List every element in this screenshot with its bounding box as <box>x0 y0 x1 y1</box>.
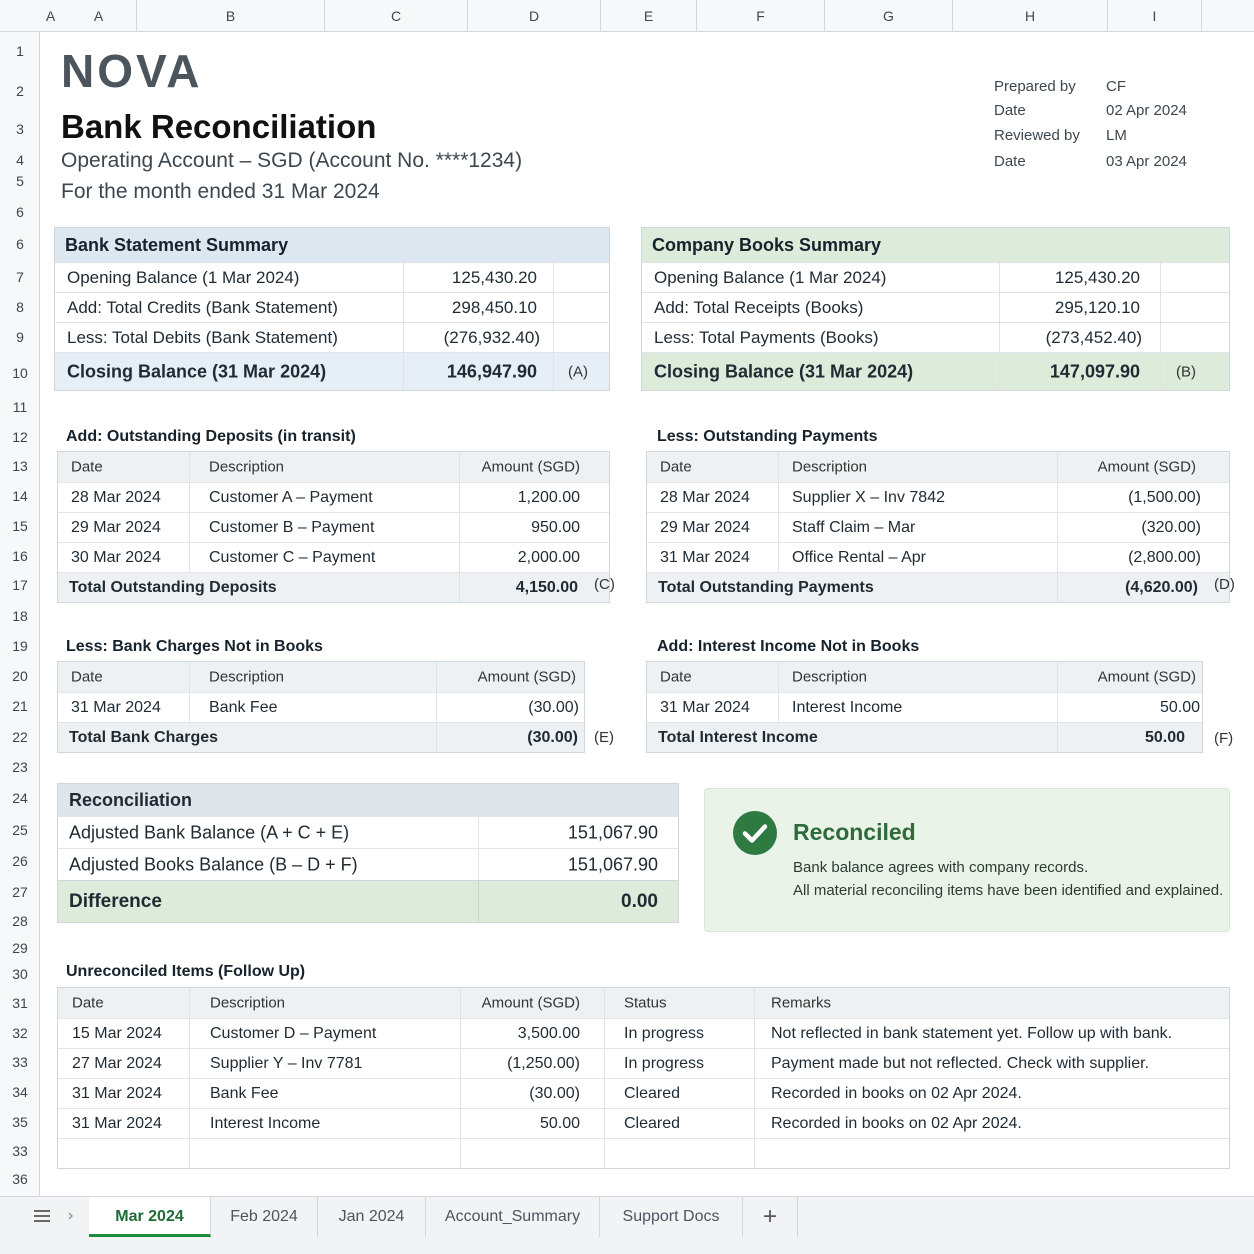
table-header-row <box>58 452 609 482</box>
row-header[interactable]: 6 <box>16 236 24 252</box>
summary-row[interactable] <box>55 322 609 352</box>
column-title: Date <box>660 458 692 476</box>
row-header[interactable]: 36 <box>12 1171 28 1187</box>
row-header[interactable]: 12 <box>12 429 28 445</box>
total-amount: 4,150.00 <box>515 578 578 596</box>
row-header[interactable]: 34 <box>12 1084 28 1100</box>
payments-section-title: Less: Outstanding Payments <box>657 428 878 445</box>
empty-table-row[interactable] <box>58 1138 1229 1168</box>
difference-row[interactable] <box>58 880 678 922</box>
description-cell: Interest Income <box>210 1114 321 1132</box>
closing-balance-label: Closing Balance (31 Mar 2024) <box>67 361 327 381</box>
row-header[interactable]: 4 <box>16 152 24 168</box>
description-cell: Customer D – Payment <box>210 1024 377 1042</box>
amount-cell: (1,250.00) <box>507 1054 580 1072</box>
column-title: Status <box>624 994 667 1012</box>
column-header[interactable]: G <box>825 0 953 32</box>
menu-icon[interactable] <box>32 1206 52 1226</box>
reference-tag: (F) <box>1214 730 1234 747</box>
description-cell: Bank Fee <box>209 698 278 716</box>
amount-cell: (30.00) <box>529 1084 580 1102</box>
summary-row[interactable] <box>642 322 1229 352</box>
total-row[interactable] <box>58 572 609 602</box>
total-amount: (30.00) <box>527 728 578 746</box>
reconciliation-row[interactable] <box>58 848 678 880</box>
reference-tag: (E) <box>594 729 614 746</box>
summary-amount: (273,452.40) <box>1045 327 1142 347</box>
column-title: Amount (SGD) <box>477 668 576 686</box>
prepared-date-label: Date <box>994 102 1026 119</box>
charges-section-title: Less: Bank Charges Not in Books <box>66 638 323 655</box>
row-header[interactable]: 28 <box>12 913 28 929</box>
summary-label: Less: Total Debits (Bank Statement) <box>67 327 338 347</box>
table-row[interactable] <box>58 512 609 542</box>
closing-balance-row[interactable] <box>55 352 609 390</box>
table-row[interactable] <box>58 1078 1229 1108</box>
reference-tag: (C) <box>594 576 615 593</box>
date-cell: 31 Mar 2024 <box>660 698 750 716</box>
date-cell: 31 Mar 2024 <box>72 1084 162 1102</box>
sheet-tab-mar-2024[interactable]: Mar 2024 <box>89 1197 211 1237</box>
date-cell: 31 Mar 2024 <box>71 698 161 716</box>
prepared-by-value[interactable]: CF <box>1106 78 1126 95</box>
remarks-cell: Recorded in books on 02 Apr 2024. <box>771 1114 1022 1132</box>
reconciled-title: Reconciled <box>793 819 916 845</box>
description-cell: Bank Fee <box>210 1084 279 1102</box>
reconciliation-title: Reconciliation <box>58 784 678 816</box>
amount-cell: (2,800.00) <box>1128 548 1201 566</box>
column-header[interactable]: A <box>45 8 56 24</box>
status-cell: In progress <box>624 1024 705 1042</box>
reference-tag: (B) <box>1176 363 1196 380</box>
description-cell: Interest Income <box>792 698 903 716</box>
column-title: Description <box>209 668 285 686</box>
account-subtitle: Operating Account – SGD (Account No. ****1234) <box>61 149 523 172</box>
date-cell: 30 Mar 2024 <box>71 548 161 566</box>
reviewed-date-label: Date <box>994 153 1026 170</box>
total-row[interactable] <box>58 722 584 752</box>
reviewed-by-value[interactable]: LM <box>1106 127 1127 144</box>
row-header[interactable]: 16 <box>12 548 28 564</box>
description-cell: Staff Claim – Mar <box>792 518 916 536</box>
summary-row[interactable] <box>55 262 609 292</box>
row-header[interactable]: 26 <box>12 853 28 869</box>
row-header[interactable]: 32 <box>12 1025 28 1041</box>
amount-cell: (30.00) <box>528 698 579 716</box>
summary-label: Add: Total Credits (Bank Statement) <box>67 297 338 317</box>
remarks-cell: Payment made but not reflected. Check with supplier. <box>771 1054 1149 1072</box>
table-row[interactable] <box>647 482 1229 512</box>
row-header[interactable]: 10 <box>12 365 28 381</box>
prepared-date-value[interactable]: 02 Apr 2024 <box>1106 102 1187 119</box>
summary-amount: 298,450.10 <box>451 297 537 317</box>
row-header[interactable]: 35 <box>12 1114 28 1130</box>
row-header[interactable]: 33 <box>12 1054 28 1070</box>
row-header[interactable]: 14 <box>12 488 28 504</box>
closing-balance-amount: 147,097.90 <box>1049 361 1140 381</box>
table-header-row <box>647 452 1229 482</box>
column-header[interactable]: F <box>697 0 825 32</box>
description-cell: Supplier Y – Inv 7781 <box>210 1054 363 1072</box>
reconciliation-table <box>57 783 679 923</box>
date-cell: 31 Mar 2024 <box>72 1114 162 1132</box>
sheet-tab-bar <box>0 1196 1254 1254</box>
row-header[interactable]: 18 <box>12 608 28 624</box>
amount-cell: 3,500.00 <box>517 1024 580 1042</box>
row-header[interactable]: 24 <box>12 790 28 806</box>
column-title: Description <box>210 994 286 1012</box>
date-cell: 28 Mar 2024 <box>71 488 161 506</box>
total-label: Total Bank Charges <box>69 728 219 746</box>
table-row[interactable] <box>647 542 1229 572</box>
status-cell: Cleared <box>624 1114 681 1132</box>
date-cell: 31 Mar 2024 <box>660 548 750 566</box>
reconciliation-amount: 151,067.90 <box>567 822 658 842</box>
row-header[interactable]: 20 <box>12 668 28 684</box>
outstanding-deposits-table <box>57 451 610 603</box>
row-header[interactable]: 33 <box>12 1143 28 1159</box>
books-summary-title: Company Books Summary <box>642 228 1229 262</box>
company-logo: NOVA <box>61 45 203 97</box>
amount-cell: 2,000.00 <box>517 548 580 566</box>
row-header[interactable]: 7 <box>16 269 24 285</box>
total-row[interactable] <box>647 722 1202 752</box>
closing-balance-label: Closing Balance (31 Mar 2024) <box>654 361 914 381</box>
table-header-row <box>647 662 1202 692</box>
summary-label: Add: Total Receipts (Books) <box>654 297 864 317</box>
prepared-by-label: Prepared by <box>994 78 1076 95</box>
column-header[interactable]: C <box>325 0 468 32</box>
remarks-cell: Recorded in books on 02 Apr 2024. <box>771 1084 1022 1102</box>
summary-row[interactable] <box>55 292 609 322</box>
page-title: Bank Reconciliation <box>61 108 377 145</box>
date-cell: 15 Mar 2024 <box>72 1024 162 1042</box>
row-header[interactable]: 23 <box>12 759 28 775</box>
column-title: Description <box>792 668 868 686</box>
summary-label: Less: Total Payments (Books) <box>654 327 879 347</box>
column-header[interactable]: B <box>137 0 325 32</box>
sheet-tab-jan-2024[interactable]: Jan 2024 <box>318 1197 426 1237</box>
column-title: Remarks <box>771 994 832 1012</box>
description-cell: Supplier X – Inv 7842 <box>792 488 945 506</box>
reconciliation-label: Adjusted Books Balance (B – D + F) <box>69 854 358 874</box>
column-header[interactable]: E <box>601 0 697 32</box>
reference-tag: (A) <box>568 363 588 380</box>
description-cell: Customer C – Payment <box>209 548 376 566</box>
status-cell: In progress <box>624 1054 705 1072</box>
row-header[interactable]: 22 <box>12 729 28 745</box>
column-header[interactable]: H <box>953 0 1108 32</box>
company-books-summary <box>641 227 1230 391</box>
row-header[interactable]: 2 <box>16 83 24 99</box>
summary-row[interactable] <box>642 292 1229 322</box>
date-cell: 29 Mar 2024 <box>71 518 161 536</box>
bank-summary-title: Bank Statement Summary <box>55 228 609 262</box>
amount-cell: 1,200.00 <box>517 488 580 506</box>
row-header[interactable]: 8 <box>16 299 24 315</box>
summary-amount: 125,430.20 <box>1054 267 1140 287</box>
row-header[interactable]: 9 <box>16 329 24 345</box>
total-label: Total Outstanding Deposits <box>69 578 277 596</box>
reviewed-by-label: Reviewed by <box>994 127 1080 144</box>
check-circle-icon <box>733 811 777 855</box>
amount-cell: (1,500.00) <box>1128 488 1201 506</box>
row-header[interactable]: 29 <box>12 940 28 956</box>
add-sheet-button[interactable]: + <box>743 1197 798 1237</box>
column-title: Date <box>71 668 103 686</box>
column-title: Date <box>72 994 104 1012</box>
row-header[interactable]: 30 <box>12 966 28 982</box>
outstanding-payments-table <box>646 451 1230 603</box>
total-row[interactable] <box>647 572 1229 602</box>
interest-income-table <box>646 661 1203 753</box>
row-header[interactable]: 1 <box>16 43 24 59</box>
period-subtitle: For the month ended 31 Mar 2024 <box>61 180 380 203</box>
description-cell: Customer B – Payment <box>209 518 375 536</box>
reviewed-date-value[interactable]: 03 Apr 2024 <box>1106 153 1187 170</box>
interest-section-title: Add: Interest Income Not in Books <box>657 638 920 655</box>
reconciled-message: All material reconciling items have been identified and explained. <box>793 882 1224 899</box>
row-header[interactable]: 17 <box>12 577 28 593</box>
unreconciled-items-table <box>57 987 1230 1169</box>
column-title: Date <box>660 668 692 686</box>
table-row[interactable] <box>58 1108 1229 1138</box>
date-cell: 29 Mar 2024 <box>660 518 750 536</box>
amount-cell: 950.00 <box>531 518 580 536</box>
column-title: Date <box>71 458 103 476</box>
sheet-tab-support-docs[interactable]: Support Docs <box>600 1197 743 1237</box>
column-header[interactable]: D <box>468 0 601 32</box>
row-header[interactable]: 27 <box>12 884 28 900</box>
row-header[interactable]: 11 <box>12 399 28 415</box>
column-title: Amount (SGD) <box>481 458 580 476</box>
table-row[interactable] <box>58 542 609 572</box>
column-title: Amount (SGD) <box>1097 668 1196 686</box>
column-title: Description <box>209 458 285 476</box>
description-cell: Office Rental – Apr <box>792 548 926 566</box>
table-header-row <box>58 662 584 692</box>
amount-cell: (320.00) <box>1141 518 1201 536</box>
summary-label: Opening Balance (1 Mar 2024) <box>654 267 887 287</box>
row-header[interactable]: 21 <box>12 698 28 714</box>
table-header-row <box>58 988 1229 1018</box>
row-header[interactable]: 31 <box>12 995 28 1011</box>
total-label: Total Interest Income <box>658 728 818 746</box>
column-header[interactable]: I <box>1108 0 1202 32</box>
total-amount: (4,620.00) <box>1125 578 1198 596</box>
bank-statement-summary <box>54 227 610 391</box>
row-header[interactable]: 3 <box>16 121 24 137</box>
column-title: Description <box>792 458 868 476</box>
date-cell: 27 Mar 2024 <box>72 1054 162 1072</box>
difference-label: Difference <box>69 890 162 912</box>
summary-amount: 125,430.20 <box>451 267 537 287</box>
amount-cell: 50.00 <box>1159 698 1200 716</box>
difference-amount: 0.00 <box>621 890 658 912</box>
table-row[interactable] <box>647 512 1229 542</box>
column-header[interactable]: A <box>61 0 137 32</box>
total-amount: 50.00 <box>1144 728 1185 746</box>
table-row[interactable] <box>647 692 1202 722</box>
date-cell: 28 Mar 2024 <box>660 488 750 506</box>
column-title: Amount (SGD) <box>481 994 580 1012</box>
summary-label: Opening Balance (1 Mar 2024) <box>67 267 300 287</box>
chevron-right-icon[interactable] <box>66 1209 76 1223</box>
table-row[interactable] <box>58 482 609 512</box>
unreconciled-section-title: Unreconciled Items (Follow Up) <box>66 963 306 980</box>
table-row[interactable] <box>58 692 584 722</box>
row-header[interactable]: 5 <box>16 173 24 189</box>
remarks-cell: Not reflected in bank statement yet. Follow up with bank. <box>771 1024 1173 1042</box>
reconciled-message: Bank balance agrees with company records. <box>793 859 1089 876</box>
row-header[interactable]: 25 <box>12 822 28 838</box>
reconciliation-amount: 151,067.90 <box>567 854 658 874</box>
sheet-tab-account-summary[interactable]: Account_Summary <box>426 1197 600 1237</box>
row-header[interactable]: 6 <box>16 204 24 220</box>
summary-amount: 295,120.10 <box>1054 297 1140 317</box>
table-row[interactable] <box>58 1048 1229 1078</box>
closing-balance-amount: 146,947.90 <box>446 361 537 381</box>
reconciled-status-panel <box>704 788 1230 932</box>
column-header-bar <box>0 0 1254 32</box>
reference-tag: (D) <box>1214 576 1235 593</box>
amount-cell: 50.00 <box>539 1114 580 1132</box>
row-header[interactable]: 15 <box>12 518 28 534</box>
sheet-tab-feb-2024[interactable]: Feb 2024 <box>211 1197 318 1237</box>
closing-balance-row[interactable] <box>642 352 1229 390</box>
row-header[interactable]: 13 <box>12 458 28 474</box>
row-header[interactable]: 19 <box>12 638 28 654</box>
summary-row[interactable] <box>642 262 1229 292</box>
description-cell: Customer A – Payment <box>209 488 373 506</box>
reconciliation-row[interactable] <box>58 816 678 848</box>
table-row[interactable] <box>58 1018 1229 1048</box>
status-cell: Cleared <box>624 1084 681 1102</box>
bank-charges-table <box>57 661 585 753</box>
deposits-section-title: Add: Outstanding Deposits (in transit) <box>66 428 356 445</box>
column-title: Amount (SGD) <box>1097 458 1196 476</box>
summary-amount: (276,932.40) <box>443 327 540 347</box>
reconciliation-label: Adjusted Bank Balance (A + C + E) <box>69 822 350 842</box>
total-label: Total Outstanding Payments <box>658 578 874 596</box>
